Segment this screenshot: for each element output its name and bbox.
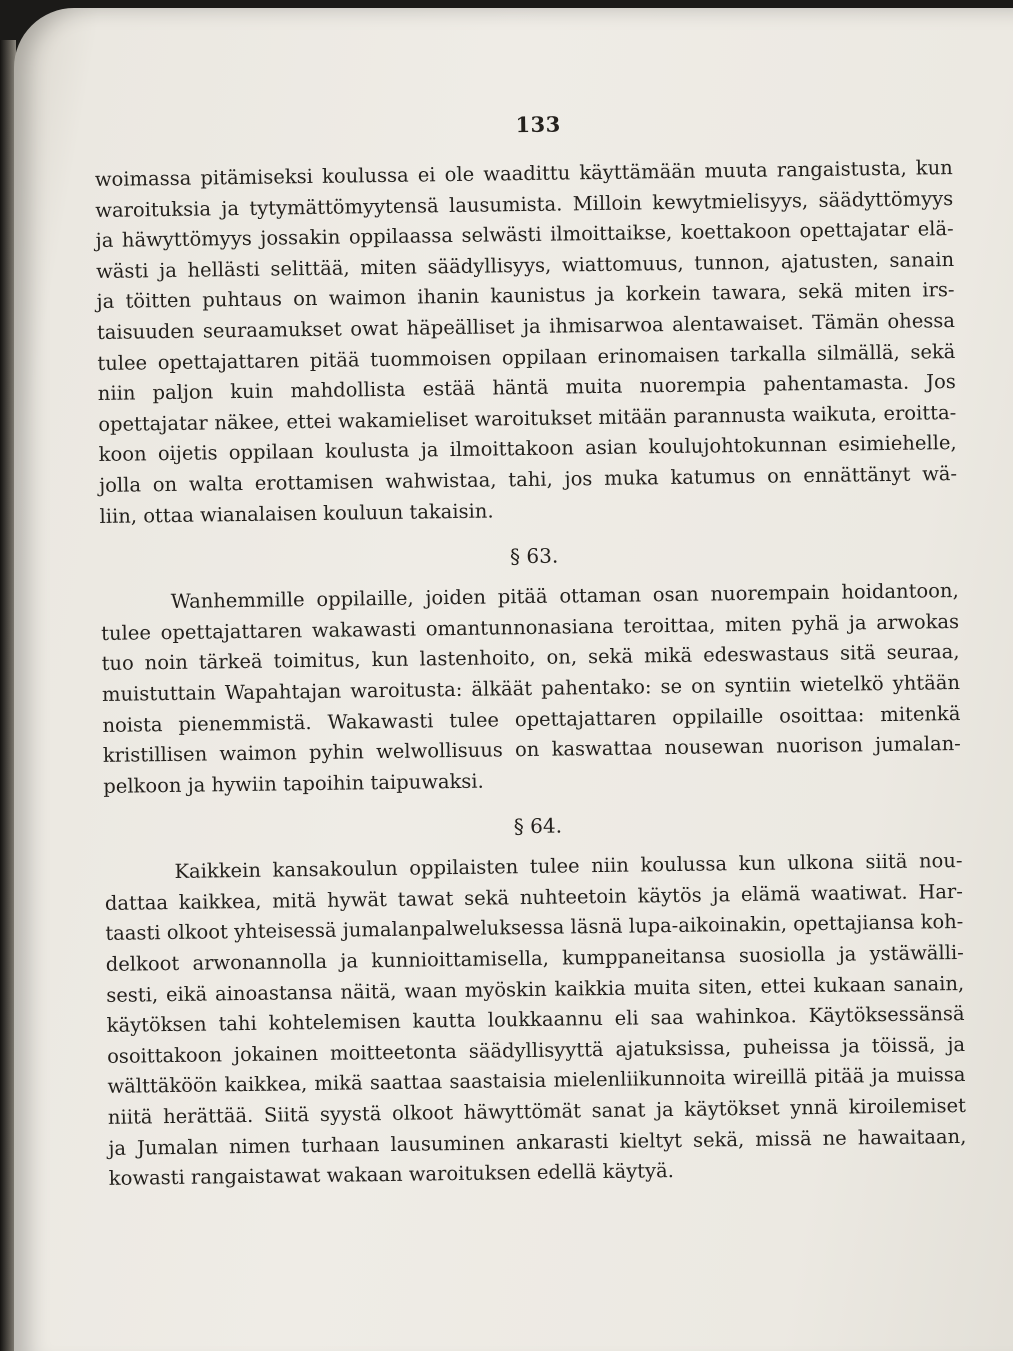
text-line: osoittakoon jokainen moitteetonta säädyllisyyttä ajatuksissa, puheissa ja töissä, ja [106,1032,966,1068]
text-line: opettajatar näkee, ettei wakamieliset waroitukset mitään parannusta waikuta, eroitta- [98,400,957,436]
text-line: kowasti rangaistawat wakaan waroituksen edellä käytyä. [108,1159,675,1191]
text-line: tuo noin tärkeä toimitus, kun lastenhoito, on, sekä mikä edeswastaus sitä seuraa, [101,640,960,676]
paragraph-continuation [95,153,958,532]
text-line: tulee opettajattaren wakawasti omantunnonasiana teroittaa, miten pyhä ja arwokas [101,609,960,645]
text-line: wälttäköön kaikkea, mikä saattaa saastaisia mielenliikunnoita wireillä pitää ja muissa [107,1063,966,1099]
book-page [14,8,1013,1351]
text-line: käytöksen tahi kohtelemisen kautta loukkaannu eli saa wahinkoa. Käytöksessänsä [106,1002,965,1038]
text-line: liin, ottaa wianalaisen kouluun takaisin. [99,498,494,528]
section-heading-63: § 63. [509,543,559,569]
text-line: niitä herättää. Siitä syystä olkoot häwyttömät sanat ja käytökset ynnä kiroilemiset [107,1093,967,1129]
text-line: niin paljon kuin mahdollista estää häntä muita nuorempia pahentamasta. Jos [97,370,956,406]
text-line: ja häwyttömyys jossakin oppilaassa selwästi ilmoittaikse, koettakoon opettajatar elä- [95,217,954,253]
text-line: woimassa pitämiseksi koulussa ei ole waadittu käyttämään muuta rangaistusta, kun [94,156,953,191]
section-64-paragraph [104,846,967,1194]
text-line: muistuttain Wapahtajan waroitusta: älkäät pahentako: se on syntiin wietelkö yhtään [101,670,961,706]
text-line: sesti, eikä ainoastansa näitä, waan myöskin kaikkia muita siten, ettei kukaan sanain, [106,971,965,1007]
text-line: taasti olkoot yhteisessä jumalanpalweluksessa läsnä lupa-aikoinakin, opettajiansa koh- [105,910,964,946]
text-line: tulee opettajattaren pitää tuommoisen oppilaan erinomaisen tarkalla silmällä, sekä [97,339,956,375]
text-line: Kaikkein kansakoulun oppilaisten tulee niin koulussa kun ulkona siitä nou- [174,849,963,884]
text-line: kristillisen waimon pyhin welwollisuus on kaswattaa nousewan nuorison jumalan- [102,732,961,768]
text-line: Wanhemmille oppilaille, joiden pitää ottaman osan nuorempain hoidantoon, [170,579,959,614]
text-line: pelkoon ja hywiin tapoihin taipuwaksi. [103,769,484,798]
text-line: delkoot arwonannolla ja kunnioittamisella, kumppaneitansa suosiolla ja ystäwälli- [105,941,964,976]
text-line: dattaa kaikkea, mitä hywät tawat sekä nuhteetoin käytös ja elämä waatiwat. Har- [104,879,964,915]
text-line: koon oijetis oppilaan koulusta ja ilmoittakoon asian koulujohtokunnan esimiehelle, [98,431,957,467]
section-63-paragraph [101,576,962,802]
text-line: ja Jumalan nimen turhaan lausuminen ankarasti kieltyt sekä, missä ne hawaitaan, [108,1124,967,1160]
page-text-block [94,106,967,1195]
text-line: noista pienemmistä. Wakawasti tulee opettajattaren oppilaille osoittaa: mitenkä [102,701,961,737]
text-line: taisuuden seuraamukset owat häpeälliset ja ihmisarwoa alentawaiset. Tämän ohessa [96,308,956,344]
text-line: waroituksia ja tytymättömyytensä lausumista. Milloin kewytmielisyys, säädyttömyys [95,186,954,222]
text-line: wästi ja hellästi selittää, miten säädyllisyys, wiattomuus, tunnon, ajatusten, sanain [95,247,955,283]
text-line: jolla on walta erottamisen wahwistaa, tahi, jos muka katumus on ennättänyt wä- [98,461,958,497]
page-number: 133 [515,111,561,138]
section-heading-64: § 64. [513,813,563,839]
text-line: ja töitten puhtaus on waimon ihanin kaunistus ja korkein tawara, sekä miten irs- [96,278,955,314]
